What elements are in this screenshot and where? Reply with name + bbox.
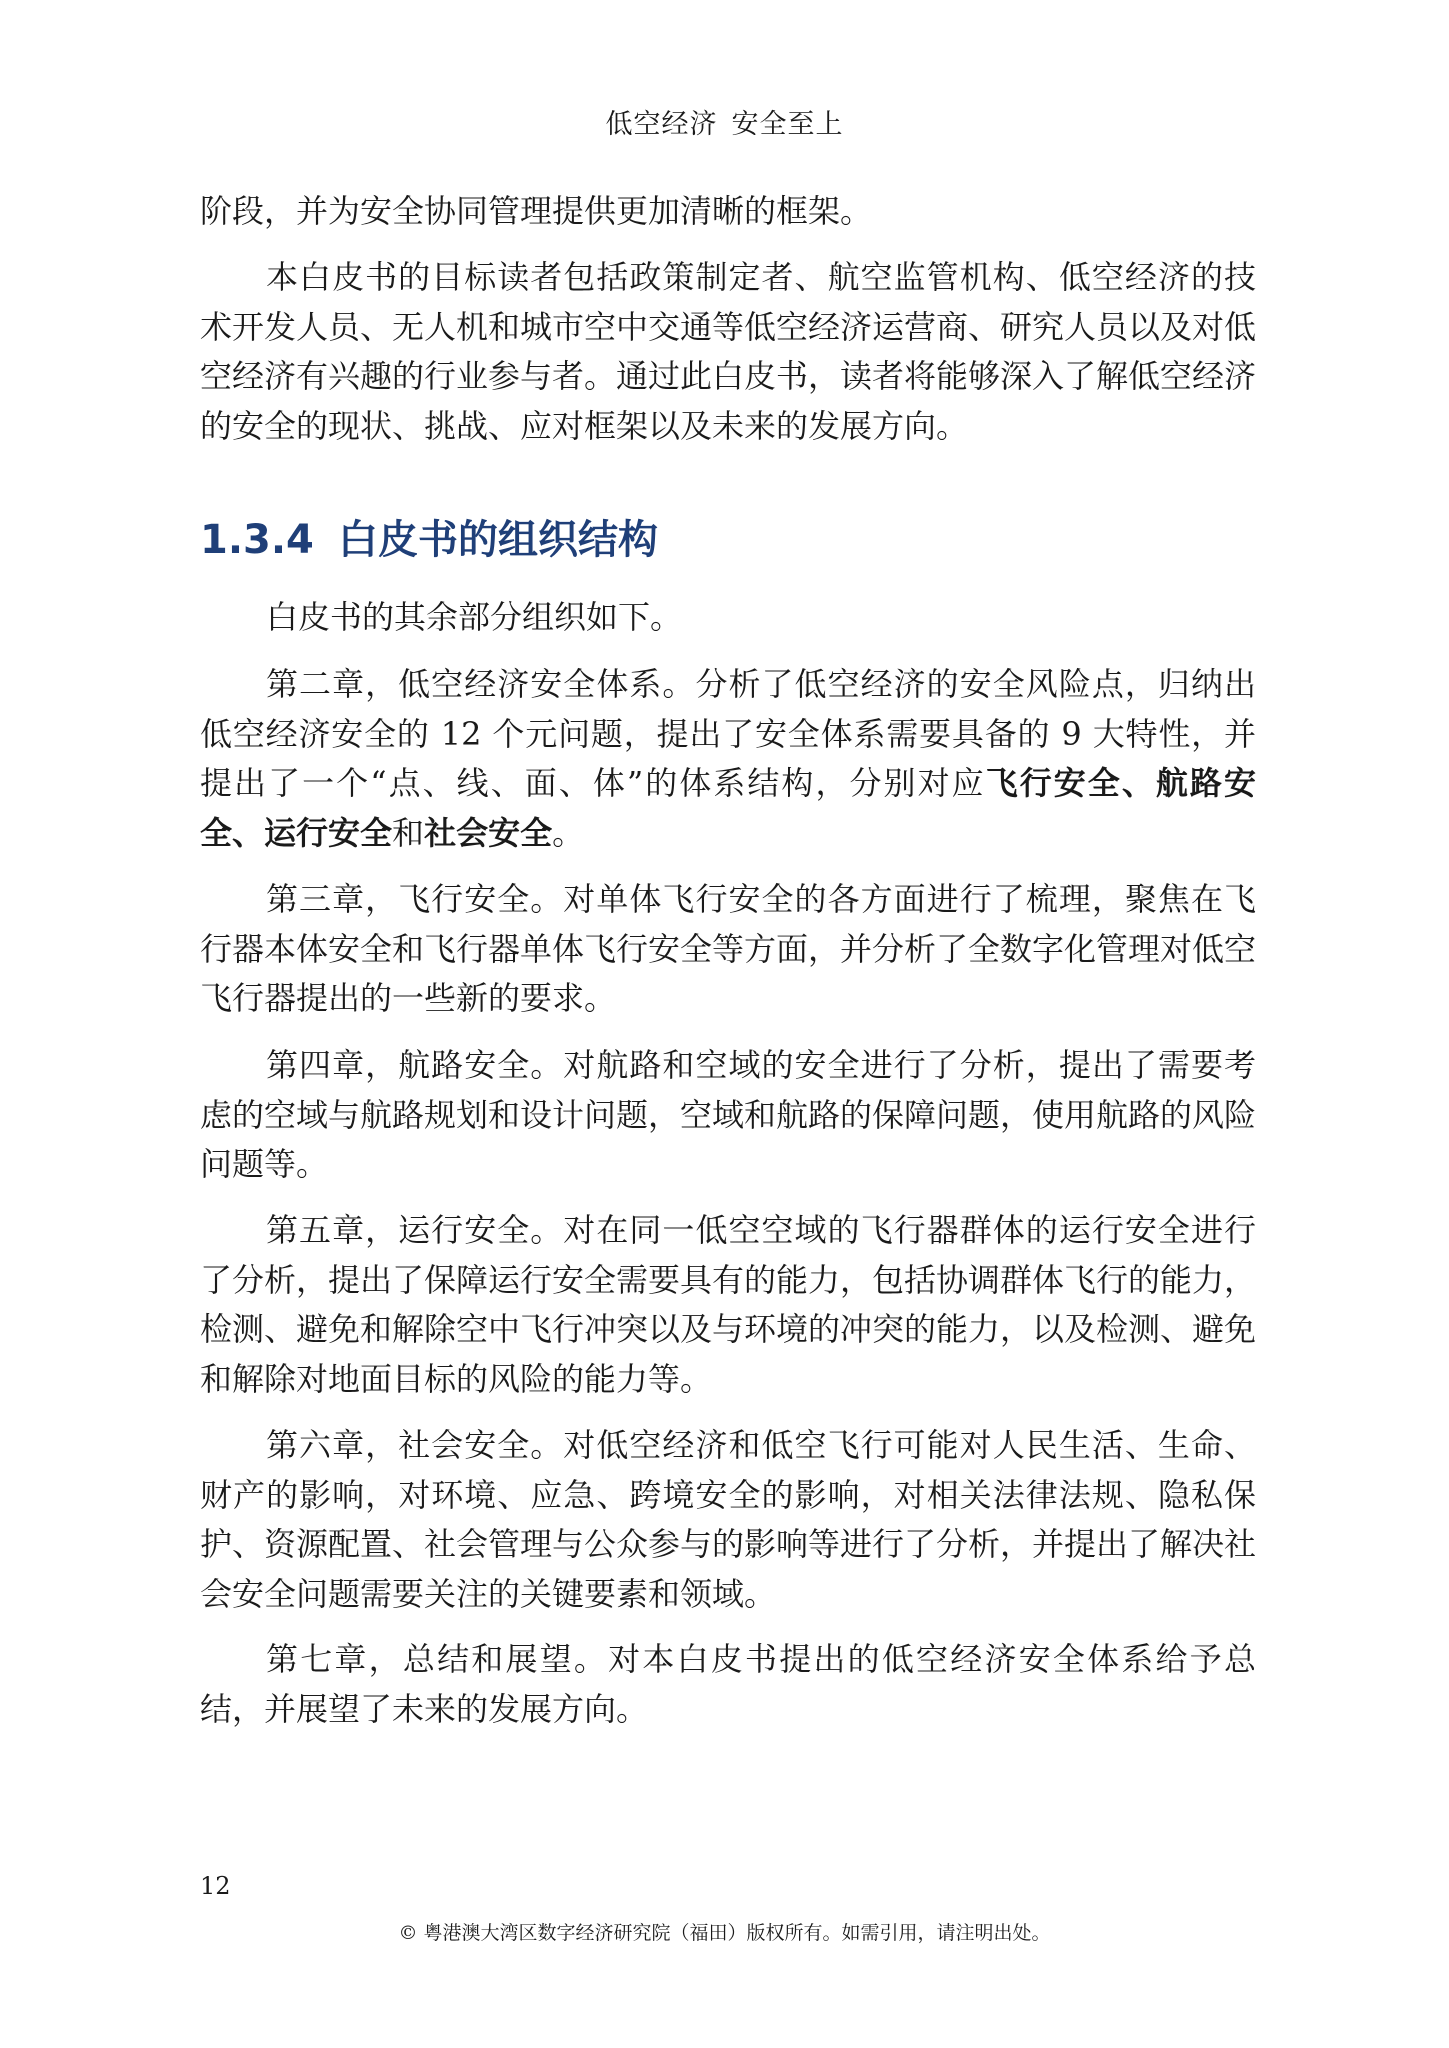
section-number: 1.3.4	[200, 517, 314, 563]
chapter-2-period: 。	[552, 813, 585, 852]
bold-operation-safety: 运行安全	[264, 813, 393, 852]
bold-flight-safety: 飞行安全	[985, 764, 1122, 802]
page-number: 12	[200, 1872, 231, 1900]
bold-route-safety: 航路安全	[200, 764, 1256, 852]
copyright-notice: © 粤港澳大湾区数字经济研究院（福田）版权所有。如需引用，请注明出处。	[398, 1922, 1051, 1944]
paragraph-chapter-2	[200, 660, 1256, 858]
chapter-2-conjunction: 和	[392, 813, 425, 852]
bold-social-safety: 社会安全	[424, 813, 553, 852]
bold-separator-2: 、	[232, 813, 265, 852]
paragraph-chapter-6: 第六章，社会安全。对低空经济和低空飞行可能对人民生活、生命、财产的影响，对环境、应急、跨境安全的影响，对相关法律法规、隐私保护、资源配置、社会管理与公众参与的影响等进行了分析，并提出了解决社会安全问题需要关注的关键要素和领域。	[200, 1426, 1257, 1613]
paragraph-organization-intro: 白皮书的其余部分组织如下。	[266, 598, 683, 636]
paragraph-chapter-4: 第四章，航路安全。对航路和空域的安全进行了分析，提出了需要考虑的空域与航路规划和设计问题，空域和航路的保障问题，使用航路的风险问题等。	[200, 1046, 1257, 1183]
paragraph-chapter-5: 第五章，运行安全。对在同一低空空域的飞行器群体的运行安全进行了分析，提出了保障运行安全需要具有的能力，包括协调群体飞行的能力，检测、避免和解除空中飞行冲突以及与环境的冲突的能力，以及检测、避免和解除对地面目标的风险的能力等。	[200, 1211, 1257, 1398]
header-title: 低空经济	[605, 109, 718, 140]
section-title: 白皮书的组织结构	[338, 517, 658, 563]
paragraph-audience: 本白皮书的目标读者包括政策制定者、航空监管机构、低空经济的技术开发人员、无人机和城市空中交通等低空经济运营商、研究人员以及对低空经济有兴趣的行业参与者。通过此白皮书，读者将能够深入了解低空经济的安全的现状、挑战、应对框架以及未来的发展方向。	[200, 258, 1257, 445]
chapter-2-text: 第二章，低空经济安全体系。分析了低空经济的安全风险点，归纳出低空经济安全的 12 个元问题，提出了安全体系需要具备的 9 大特性，并提出了一个“点、线、面、体”的体系结构，分别对应	[200, 665, 1256, 802]
paragraph-chapter-7: 第七章，总结和展望。对本白皮书提出的低空经济安全体系给予总结，并展望了未来的发展方向。	[200, 1640, 1256, 1728]
header-subtitle: 安全至上	[731, 109, 844, 140]
running-header	[0, 102, 1449, 141]
section-heading	[200, 510, 658, 570]
paragraph-chapter-3: 第三章，飞行安全。对单体飞行安全的各方面进行了梳理，聚焦在飞行器本体安全和飞行器单体飞行安全等方面，并分析了全数字化管理对低空飞行器提出的一些新的要求。	[200, 880, 1257, 1017]
paragraph-continuation: 阶段，并为安全协同管理提供更加清晰的框架。	[200, 192, 873, 230]
bold-separator-1: 、	[1121, 764, 1156, 802]
